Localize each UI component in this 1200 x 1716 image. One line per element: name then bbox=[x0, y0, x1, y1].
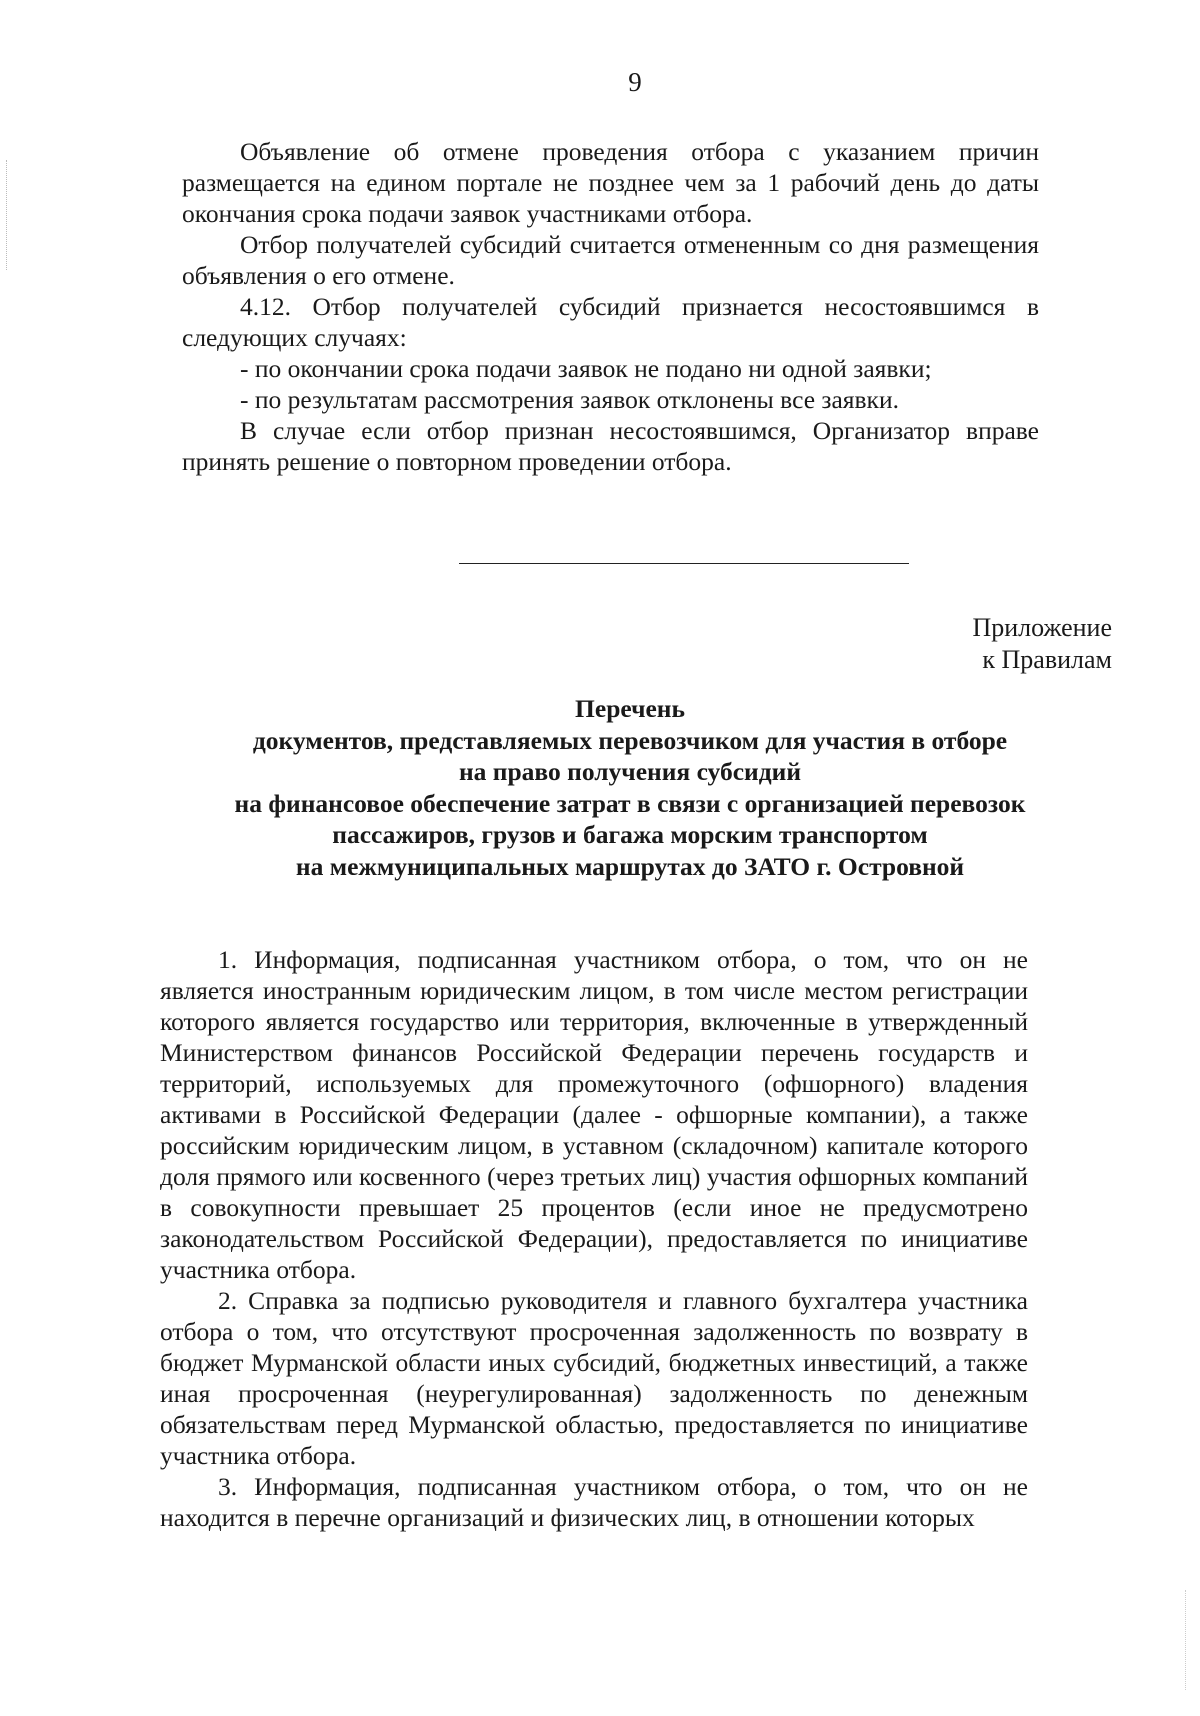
list-item-no-applications: - по окончании срока подачи заявок не подано ни одной заявки; bbox=[240, 354, 932, 383]
page-number: 9 bbox=[628, 67, 642, 97]
title-line-5: пассажиров, грузов и багажа морским транспортом bbox=[332, 820, 928, 849]
section-divider bbox=[459, 563, 909, 564]
title-line-6: на межмуниципальных маршрутах до ЗАТО г. Островной bbox=[295, 851, 965, 881]
paragraph-repeat-selection: В случае если отбор признан несостоявшимся, Организатор вправе принять решение о повторном проведении отбора. bbox=[182, 416, 1039, 476]
paragraph-4-12: 4.12. Отбор получателей субсидий признается несостоявшимся в следующих случаях: bbox=[182, 292, 1039, 352]
list-item-3: 3. Информация, подписанная участником отбора, о том, что он не находится в перечне организаций и физических лиц, в отношении которых bbox=[160, 1472, 1028, 1532]
title-line-2: документов, представляемых перевозчиком для участия в отборе bbox=[252, 725, 1008, 755]
scan-edge-marks-right bbox=[1185, 1590, 1188, 1690]
list-item-1: 1. Информация, подписанная участником отбора, о том, что он не является иностранным юридическим лицом, в том числе местом регистрации которого является государство или территория, включенные в утвержденный Министерством финансов Российской Федерации перечень государств и территорий, используемых для промежуточного (офшорного) владения активами в Российской Федерации (далее - офшорные компании), а также российским юридическим лицом, в уставном (складочном) капитале которого доля прямого или косвенного (через третьих лиц) участия офшорных компаний в совокупности превышает 25 процентов (если иное не предусмотрено законодательством Российской Федерации), предоставляется по инициативе участника отбора. bbox=[160, 945, 1028, 1284]
title-line-1: Перечень bbox=[575, 694, 685, 723]
paragraph-cancellation-notice: Объявление об отмене проведения отбора с указанием причин размещается на едином портале не позднее чем за 1 рабочий день до даты окончания срока подачи заявок участниками отбора. bbox=[182, 137, 1039, 228]
list-item-2: 2. Справка за подписью руководителя и главного бухгалтера участника отбора о том, что отсутствуют просроченная задолженность по возврату в бюджет Мурманской области иных субсидий, бюджетных инвестиций, а также иная просроченная (неурегулированная) задолженность по денежным обязательствам перед Мурманской областью, предоставляется по инициативе участника отбора. bbox=[160, 1286, 1028, 1470]
documents-list bbox=[160, 944, 1028, 1533]
closing-section bbox=[182, 136, 1039, 477]
list-item-all-rejected: - по результатам рассмотрения заявок отклонены все заявки. bbox=[240, 385, 899, 414]
document-title bbox=[180, 693, 1080, 882]
appendix-header bbox=[812, 612, 1112, 676]
paragraph-cancellation-effect: Отбор получателей субсидий считается отмененным со дня размещения объявления о его отмене. bbox=[182, 230, 1039, 290]
scan-edge-marks bbox=[6, 160, 9, 270]
appendix-reference: к Правилам bbox=[982, 645, 1112, 674]
title-line-3: на право получения субсидий bbox=[458, 757, 802, 786]
appendix-label: Приложение bbox=[972, 613, 1112, 642]
title-line-4: на финансовое обеспечение затрат в связи с организацией перевозок bbox=[234, 788, 1026, 818]
